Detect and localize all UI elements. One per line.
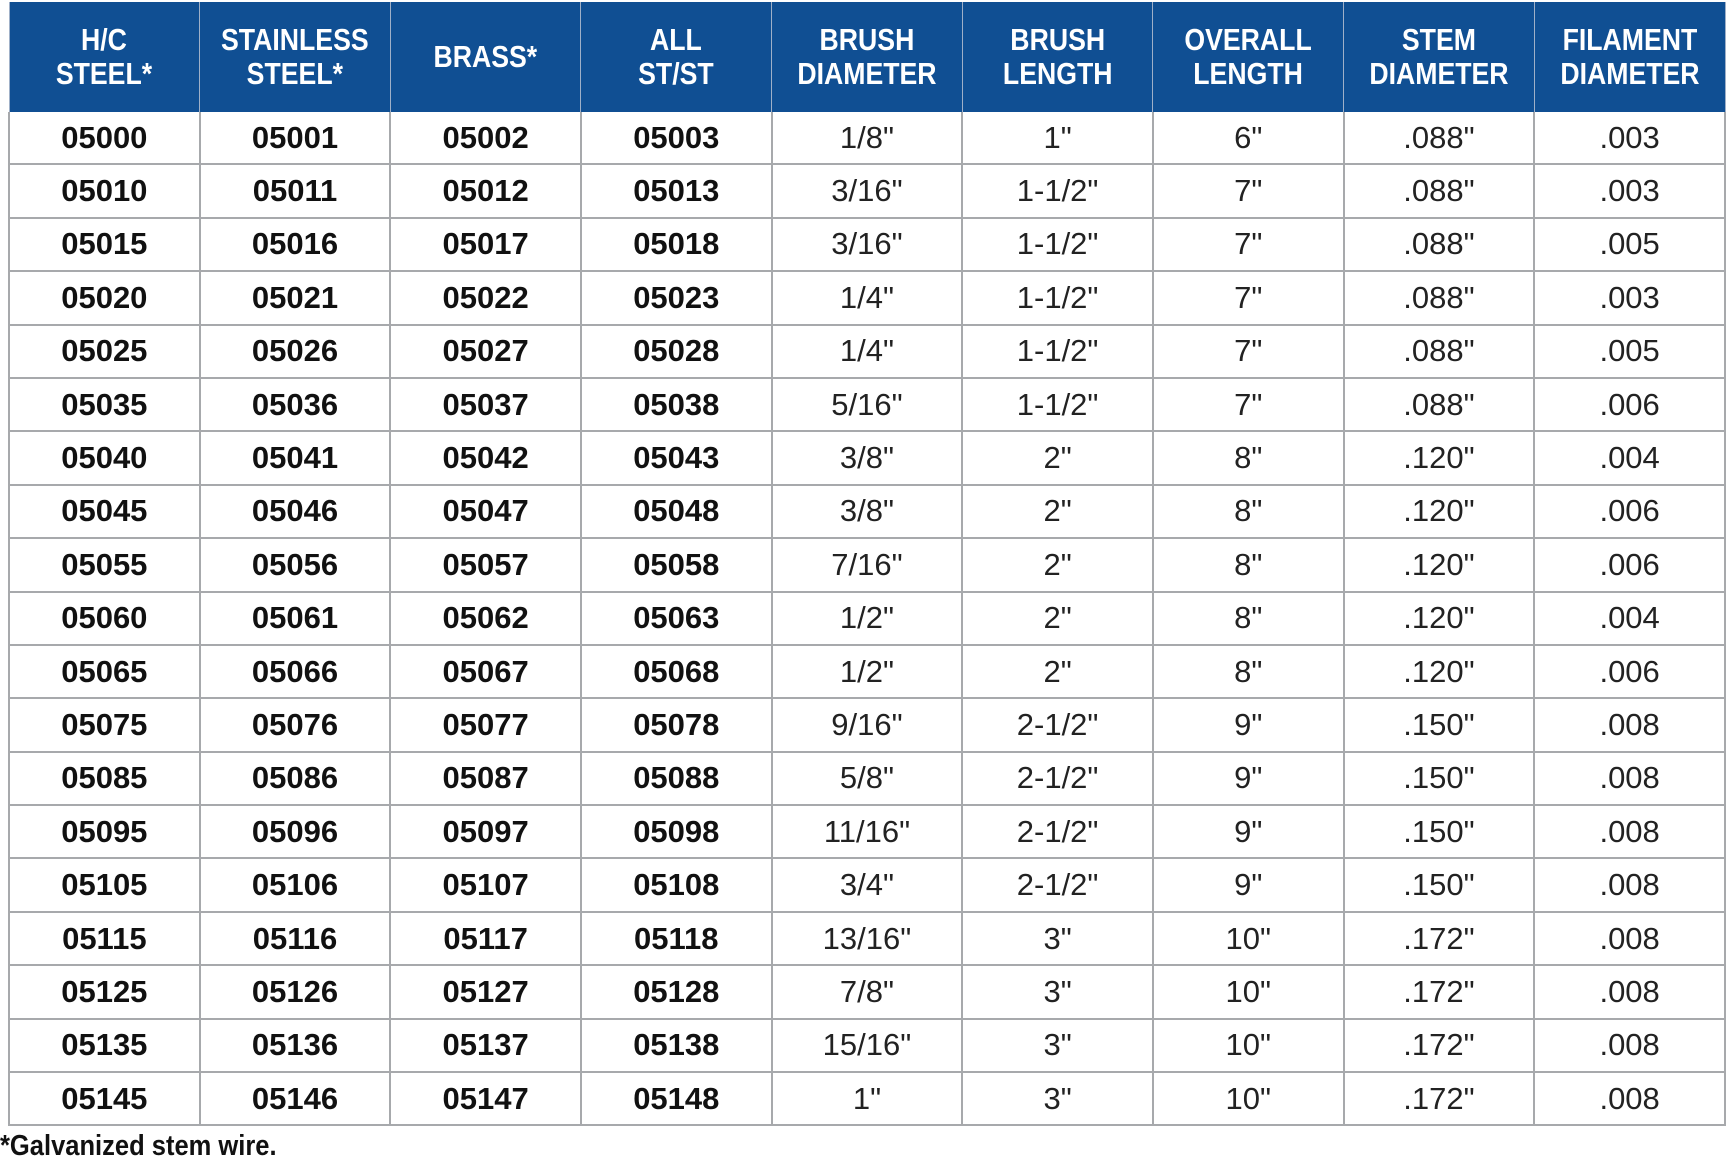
column-header-label: H/C STEEL* xyxy=(56,22,153,91)
cell-all-st-st: 05043 xyxy=(581,431,772,484)
table-body xyxy=(9,112,1725,1125)
cell-brush-length: 2" xyxy=(962,592,1153,645)
cell-overall-length: 10" xyxy=(1153,1019,1344,1072)
cell-hc-steel: 05115 xyxy=(9,912,200,965)
cell-brass: 05087 xyxy=(390,752,581,805)
column-header-hc-steel xyxy=(9,2,200,112)
cell-filament-diameter: .003 xyxy=(1534,164,1725,217)
cell-brush-length: 1-1/2" xyxy=(962,164,1153,217)
cell-filament-diameter: .005 xyxy=(1534,218,1725,271)
cell-brass: 05077 xyxy=(390,698,581,751)
cell-overall-length: 7" xyxy=(1153,325,1344,378)
cell-all-st-st: 05063 xyxy=(581,592,772,645)
cell-overall-length: 8" xyxy=(1153,538,1344,591)
cell-hc-steel: 05055 xyxy=(9,538,200,591)
spec-table xyxy=(8,2,1726,1126)
cell-stem-diameter: .150" xyxy=(1344,752,1535,805)
table-row xyxy=(9,592,1725,645)
cell-stem-diameter: .172" xyxy=(1344,965,1535,1018)
cell-brass: 05067 xyxy=(390,645,581,698)
cell-filament-diameter: .008 xyxy=(1534,805,1725,858)
cell-all-st-st: 05003 xyxy=(581,112,772,164)
table-row xyxy=(9,805,1725,858)
table-row xyxy=(9,752,1725,805)
cell-hc-steel: 05000 xyxy=(9,112,200,164)
column-header-label: FILAMENT DIAMETER xyxy=(1560,22,1700,91)
cell-overall-length: 9" xyxy=(1153,858,1344,911)
cell-filament-diameter: .003 xyxy=(1534,271,1725,324)
cell-brass: 05137 xyxy=(390,1019,581,1072)
column-header-all-st-st xyxy=(581,2,772,112)
column-header-label: BRASS* xyxy=(433,39,538,74)
table-row xyxy=(9,164,1725,217)
cell-hc-steel: 05045 xyxy=(9,485,200,538)
column-header-brush-diameter xyxy=(772,2,963,112)
cell-brush-diameter: 3/16" xyxy=(772,164,963,217)
cell-stem-diameter: .088" xyxy=(1344,218,1535,271)
cell-all-st-st: 05148 xyxy=(581,1072,772,1125)
cell-filament-diameter: .004 xyxy=(1534,592,1725,645)
table-row xyxy=(9,645,1725,698)
cell-stainless-steel: 05086 xyxy=(200,752,391,805)
cell-brush-diameter: 11/16" xyxy=(772,805,963,858)
cell-brush-length: 3" xyxy=(962,1019,1153,1072)
cell-all-st-st: 05013 xyxy=(581,164,772,217)
table-row xyxy=(9,431,1725,484)
column-header-stem-diameter xyxy=(1344,2,1535,112)
cell-brush-diameter: 5/8" xyxy=(772,752,963,805)
cell-hc-steel: 05065 xyxy=(9,645,200,698)
cell-brass: 05097 xyxy=(390,805,581,858)
cell-stainless-steel: 05146 xyxy=(200,1072,391,1125)
cell-hc-steel: 05035 xyxy=(9,378,200,431)
cell-overall-length: 8" xyxy=(1153,431,1344,484)
table-row xyxy=(9,965,1725,1018)
cell-filament-diameter: .006 xyxy=(1534,645,1725,698)
cell-stem-diameter: .150" xyxy=(1344,805,1535,858)
cell-brush-length: 3" xyxy=(962,1072,1153,1125)
cell-filament-diameter: .006 xyxy=(1534,378,1725,431)
cell-brush-diameter: 9/16" xyxy=(772,698,963,751)
cell-stainless-steel: 05116 xyxy=(200,912,391,965)
cell-hc-steel: 05125 xyxy=(9,965,200,1018)
column-header-label: OVERALL LENGTH xyxy=(1184,22,1312,91)
cell-filament-diameter: .008 xyxy=(1534,1072,1725,1125)
cell-brass: 05057 xyxy=(390,538,581,591)
cell-stainless-steel: 05041 xyxy=(200,431,391,484)
table-row xyxy=(9,271,1725,324)
cell-brush-diameter: 3/8" xyxy=(772,431,963,484)
cell-stem-diameter: .172" xyxy=(1344,1072,1535,1125)
column-header-overall-length xyxy=(1153,2,1344,112)
cell-overall-length: 7" xyxy=(1153,378,1344,431)
column-header-brush-length xyxy=(962,2,1153,112)
column-header-label: ALL ST/ST xyxy=(638,22,715,91)
cell-brush-length: 1-1/2" xyxy=(962,325,1153,378)
column-header-label: STEM DIAMETER xyxy=(1369,22,1509,91)
cell-brass: 05022 xyxy=(390,271,581,324)
cell-filament-diameter: .008 xyxy=(1534,698,1725,751)
cell-overall-length: 8" xyxy=(1153,645,1344,698)
cell-all-st-st: 05138 xyxy=(581,1019,772,1072)
cell-all-st-st: 05078 xyxy=(581,698,772,751)
cell-overall-length: 7" xyxy=(1153,218,1344,271)
cell-stem-diameter: .088" xyxy=(1344,164,1535,217)
cell-all-st-st: 05128 xyxy=(581,965,772,1018)
cell-hc-steel: 05025 xyxy=(9,325,200,378)
table-row xyxy=(9,112,1725,164)
table-row xyxy=(9,1019,1725,1072)
cell-overall-length: 8" xyxy=(1153,485,1344,538)
cell-brush-diameter: 1/4" xyxy=(772,271,963,324)
cell-all-st-st: 05048 xyxy=(581,485,772,538)
cell-brush-length: 2-1/2" xyxy=(962,752,1153,805)
cell-brass: 05042 xyxy=(390,431,581,484)
cell-overall-length: 7" xyxy=(1153,164,1344,217)
table-row xyxy=(9,698,1725,751)
cell-all-st-st: 05068 xyxy=(581,645,772,698)
cell-brush-diameter: 7/16" xyxy=(772,538,963,591)
cell-brush-diameter: 3/8" xyxy=(772,485,963,538)
cell-overall-length: 10" xyxy=(1153,912,1344,965)
cell-brass: 05147 xyxy=(390,1072,581,1125)
cell-stainless-steel: 05016 xyxy=(200,218,391,271)
cell-stem-diameter: .150" xyxy=(1344,858,1535,911)
table-row xyxy=(9,858,1725,911)
column-header-stainless-steel xyxy=(200,2,391,112)
cell-brass: 05127 xyxy=(390,965,581,1018)
cell-filament-diameter: .006 xyxy=(1534,538,1725,591)
cell-filament-diameter: .004 xyxy=(1534,431,1725,484)
table-row xyxy=(9,325,1725,378)
cell-stainless-steel: 05046 xyxy=(200,485,391,538)
cell-overall-length: 9" xyxy=(1153,698,1344,751)
cell-all-st-st: 05058 xyxy=(581,538,772,591)
cell-brush-length: 2-1/2" xyxy=(962,805,1153,858)
cell-hc-steel: 05020 xyxy=(9,271,200,324)
cell-stainless-steel: 05036 xyxy=(200,378,391,431)
cell-filament-diameter: .006 xyxy=(1534,485,1725,538)
cell-stem-diameter: .120" xyxy=(1344,538,1535,591)
cell-stainless-steel: 05001 xyxy=(200,112,391,164)
cell-brass: 05002 xyxy=(390,112,581,164)
cell-filament-diameter: .005 xyxy=(1534,325,1725,378)
cell-hc-steel: 05085 xyxy=(9,752,200,805)
cell-stem-diameter: .088" xyxy=(1344,271,1535,324)
cell-stainless-steel: 05066 xyxy=(200,645,391,698)
cell-all-st-st: 05118 xyxy=(581,912,772,965)
cell-brush-diameter: 1" xyxy=(772,1072,963,1125)
cell-hc-steel: 05145 xyxy=(9,1072,200,1125)
cell-all-st-st: 05038 xyxy=(581,378,772,431)
table-row xyxy=(9,218,1725,271)
cell-overall-length: 9" xyxy=(1153,805,1344,858)
cell-brush-length: 2" xyxy=(962,431,1153,484)
cell-filament-diameter: .003 xyxy=(1534,112,1725,164)
cell-filament-diameter: .008 xyxy=(1534,1019,1725,1072)
cell-stem-diameter: .172" xyxy=(1344,1019,1535,1072)
cell-brush-length: 1-1/2" xyxy=(962,378,1153,431)
cell-brush-length: 2" xyxy=(962,485,1153,538)
cell-brush-length: 1-1/2" xyxy=(962,271,1153,324)
cell-all-st-st: 05098 xyxy=(581,805,772,858)
cell-brush-length: 1-1/2" xyxy=(962,218,1153,271)
cell-stainless-steel: 05021 xyxy=(200,271,391,324)
cell-brush-length: 2" xyxy=(962,538,1153,591)
cell-stem-diameter: .088" xyxy=(1344,325,1535,378)
cell-stainless-steel: 05126 xyxy=(200,965,391,1018)
cell-brush-length: 2" xyxy=(962,645,1153,698)
column-header-brass xyxy=(390,2,581,112)
cell-brush-diameter: 13/16" xyxy=(772,912,963,965)
cell-overall-length: 6" xyxy=(1153,112,1344,164)
cell-stainless-steel: 05011 xyxy=(200,164,391,217)
cell-brush-length: 2-1/2" xyxy=(962,858,1153,911)
cell-hc-steel: 05135 xyxy=(9,1019,200,1072)
cell-overall-length: 7" xyxy=(1153,271,1344,324)
cell-hc-steel: 05105 xyxy=(9,858,200,911)
cell-stainless-steel: 05061 xyxy=(200,592,391,645)
cell-brush-diameter: 1/2" xyxy=(772,645,963,698)
cell-stainless-steel: 05106 xyxy=(200,858,391,911)
cell-stem-diameter: .120" xyxy=(1344,592,1535,645)
cell-stem-diameter: .120" xyxy=(1344,485,1535,538)
cell-brush-length: 1" xyxy=(962,112,1153,164)
cell-brush-diameter: 7/8" xyxy=(772,965,963,1018)
cell-stem-diameter: .088" xyxy=(1344,378,1535,431)
cell-all-st-st: 05023 xyxy=(581,271,772,324)
cell-all-st-st: 05018 xyxy=(581,218,772,271)
column-header-label: BRUSH DIAMETER xyxy=(797,22,937,91)
footnote: *Galvanized stem wire. xyxy=(0,1130,277,1162)
cell-brush-diameter: 3/16" xyxy=(772,218,963,271)
cell-brush-diameter: 1/4" xyxy=(772,325,963,378)
cell-stainless-steel: 05056 xyxy=(200,538,391,591)
cell-all-st-st: 05028 xyxy=(581,325,772,378)
cell-brush-diameter: 1/2" xyxy=(772,592,963,645)
cell-brush-diameter: 5/16" xyxy=(772,378,963,431)
cell-all-st-st: 05108 xyxy=(581,858,772,911)
table-row xyxy=(9,912,1725,965)
cell-brush-length: 3" xyxy=(962,965,1153,1018)
cell-overall-length: 9" xyxy=(1153,752,1344,805)
cell-brass: 05012 xyxy=(390,164,581,217)
cell-stainless-steel: 05026 xyxy=(200,325,391,378)
cell-stainless-steel: 05136 xyxy=(200,1019,391,1072)
cell-brass: 05037 xyxy=(390,378,581,431)
table-row xyxy=(9,1072,1725,1125)
cell-overall-length: 10" xyxy=(1153,965,1344,1018)
cell-stem-diameter: .120" xyxy=(1344,645,1535,698)
cell-brush-length: 3" xyxy=(962,912,1153,965)
cell-brass: 05117 xyxy=(390,912,581,965)
cell-stainless-steel: 05076 xyxy=(200,698,391,751)
cell-hc-steel: 05015 xyxy=(9,218,200,271)
cell-brass: 05107 xyxy=(390,858,581,911)
cell-filament-diameter: .008 xyxy=(1534,965,1725,1018)
cell-hc-steel: 05095 xyxy=(9,805,200,858)
cell-stem-diameter: .150" xyxy=(1344,698,1535,751)
table-row xyxy=(9,538,1725,591)
cell-hc-steel: 05075 xyxy=(9,698,200,751)
cell-brass: 05027 xyxy=(390,325,581,378)
cell-hc-steel: 05010 xyxy=(9,164,200,217)
cell-brush-diameter: 1/8" xyxy=(772,112,963,164)
cell-filament-diameter: .008 xyxy=(1534,858,1725,911)
column-header-label: BRUSH LENGTH xyxy=(1002,22,1113,91)
cell-hc-steel: 05060 xyxy=(9,592,200,645)
cell-brush-diameter: 3/4" xyxy=(772,858,963,911)
cell-overall-length: 8" xyxy=(1153,592,1344,645)
cell-hc-steel: 05040 xyxy=(9,431,200,484)
cell-brass: 05047 xyxy=(390,485,581,538)
table-row xyxy=(9,485,1725,538)
cell-brass: 05062 xyxy=(390,592,581,645)
cell-stem-diameter: .120" xyxy=(1344,431,1535,484)
header-row xyxy=(9,2,1725,112)
cell-brush-length: 2-1/2" xyxy=(962,698,1153,751)
cell-brush-diameter: 15/16" xyxy=(772,1019,963,1072)
cell-filament-diameter: .008 xyxy=(1534,752,1725,805)
cell-stainless-steel: 05096 xyxy=(200,805,391,858)
cell-overall-length: 10" xyxy=(1153,1072,1344,1125)
column-header-label: STAINLESS STEEL* xyxy=(221,22,369,91)
cell-brass: 05017 xyxy=(390,218,581,271)
table-row xyxy=(9,378,1725,431)
cell-filament-diameter: .008 xyxy=(1534,912,1725,965)
cell-all-st-st: 05088 xyxy=(581,752,772,805)
cell-stem-diameter: .172" xyxy=(1344,912,1535,965)
column-header-filament-diameter xyxy=(1534,2,1725,112)
cell-stem-diameter: .088" xyxy=(1344,112,1535,164)
